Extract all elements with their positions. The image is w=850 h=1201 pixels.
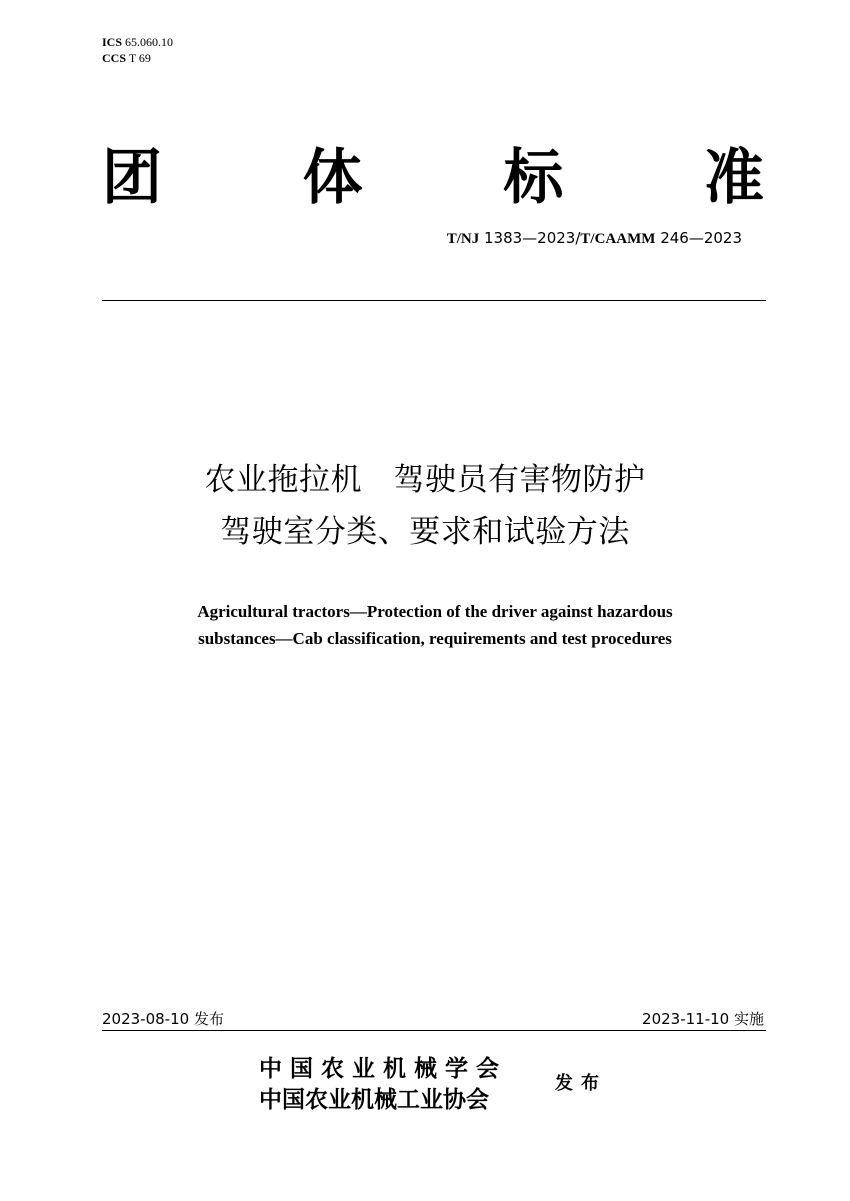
standard-type-title: [102, 138, 764, 218]
chinese-title-line-1: 农业拖拉机 驾驶员有害物防护: [204, 462, 646, 498]
release-date: 2023-08-10 发布: [102, 1010, 224, 1028]
standard-number: T/NJ 1383—2023/T/CAAMM 246—2023: [446, 229, 742, 247]
footer-divider: [102, 1030, 766, 1031]
chinese-title-line-2: 驾驶室分类、要求和试验方法: [220, 514, 630, 550]
header-divider: [102, 300, 766, 301]
standard-type-char: 准: [703, 143, 764, 213]
publisher-org-2: 中国农业机械工业协会: [259, 1087, 489, 1113]
english-title-line-2: substances—Cab classification, requirements and test procedures: [198, 629, 672, 648]
standard-type-char: 团: [102, 143, 162, 213]
implementation-date: 2023-11-10 实施: [642, 1010, 764, 1028]
ccs-code: CCS T 69: [102, 51, 151, 65]
english-title-line-1: Agricultural tractors—Protection of the driver against hazardous: [197, 602, 673, 621]
standard-type-char: 标: [503, 143, 564, 213]
publish-label: 发布: [555, 1073, 607, 1094]
classification-codes: [102, 34, 173, 66]
standard-type-char: 体: [302, 143, 363, 213]
ics-code: ICS 65.060.10: [102, 35, 174, 49]
publisher-org-1: 中 国 农 业 机 械 学 会: [259, 1056, 500, 1082]
